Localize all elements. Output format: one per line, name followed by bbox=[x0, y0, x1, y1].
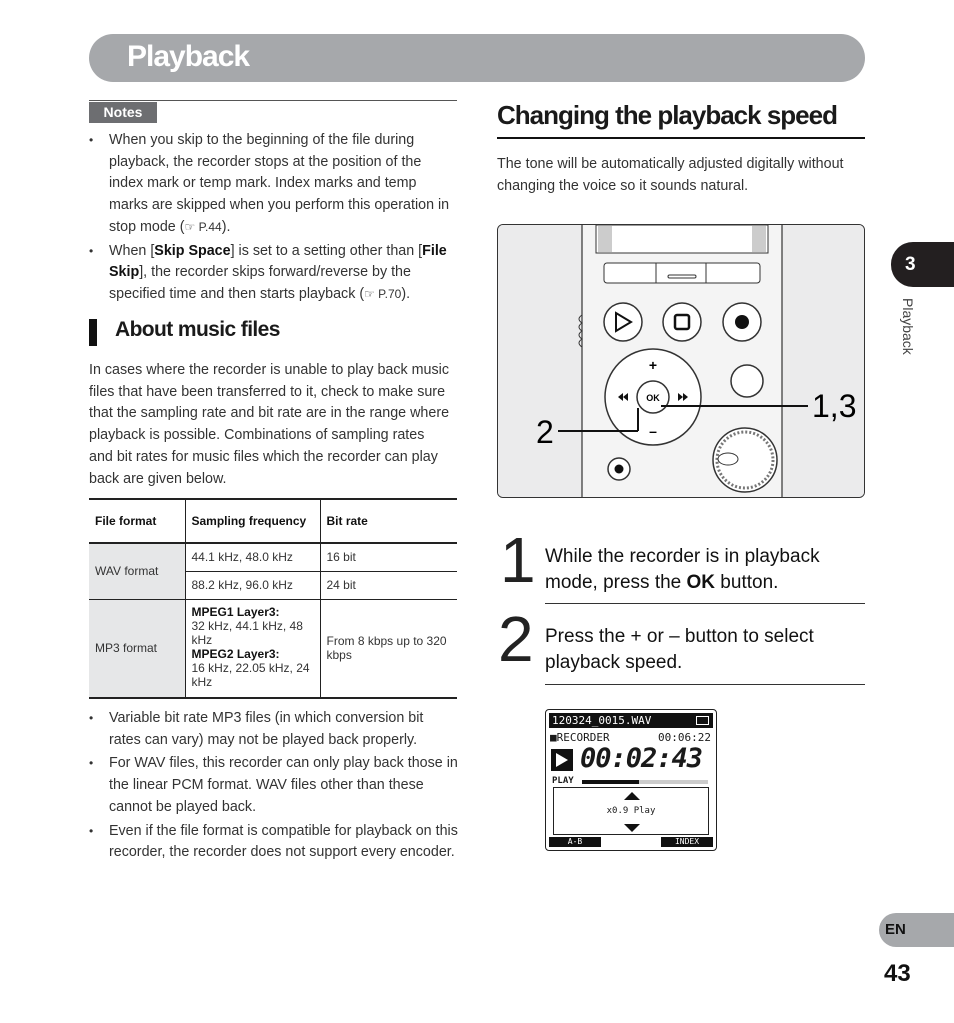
reference-link[interactable]: ☞ P.70 bbox=[364, 286, 402, 301]
table-row bbox=[89, 543, 457, 571]
lcd-folder: ■RECORDER bbox=[550, 731, 610, 744]
note-item: • Variable bit rate MP3 files (in which conversion bit rates can vary) may not be played back properly. bbox=[89, 708, 459, 751]
lcd-play-label: PLAY bbox=[552, 776, 574, 786]
table-cell: WAV format bbox=[89, 543, 185, 599]
table-cell: MP3 format bbox=[89, 599, 185, 698]
music-notes-list bbox=[89, 708, 459, 866]
note-item: • When you skip to the beginning of the file during playback, the recorder stops at the position of the index mark or temp mark. Index marks and temp marks are skipped when you perform this operation in stop mode (☞ P.44). bbox=[89, 130, 459, 239]
reference-link[interactable]: ☞ P.44 bbox=[184, 219, 222, 234]
progress-track bbox=[582, 780, 708, 784]
table-row bbox=[89, 599, 457, 698]
step-rule bbox=[545, 603, 865, 604]
folder-icon: ■ bbox=[550, 731, 557, 744]
lcd-filename-bar bbox=[549, 713, 713, 728]
lcd-elapsed-time: 00:02:43 bbox=[580, 743, 703, 774]
speed-intro: The tone will be automatically adjusted digitally without changing the voice so it sounds natural. bbox=[497, 156, 844, 194]
notes-rule bbox=[89, 100, 457, 101]
note-item: • When [Skip Space] is set to a setting other than [File Skip], the recorder skips forward/reverse by the specified time and then starts playback (☞ P.70). bbox=[89, 241, 459, 306]
ok-key-label: OK bbox=[646, 393, 660, 403]
step-text: Press the + or – button to select playback speed. bbox=[545, 626, 814, 673]
chapter-header bbox=[89, 34, 865, 82]
notes-tag: Notes bbox=[89, 102, 157, 123]
table-header: Sampling frequency bbox=[185, 499, 320, 543]
speed-value: x0.9 Play bbox=[606, 806, 656, 816]
speed-section-title: Changing the playback speed bbox=[497, 100, 837, 130]
music-section-title: About music files bbox=[115, 318, 280, 341]
chapter-tab: 3 bbox=[891, 242, 954, 287]
language-tab: EN bbox=[879, 913, 954, 947]
notes-list bbox=[89, 130, 459, 308]
note-item: • For WAV files, this recorder can only play back those in the linear PCM format. WAV files other than these cannot be played back. bbox=[89, 753, 459, 818]
table-cell: From 8 kbps up to 320 kbps bbox=[320, 599, 457, 698]
lcd-screen bbox=[545, 709, 717, 851]
format-table bbox=[89, 498, 457, 699]
page-number: 43 bbox=[884, 960, 911, 987]
play-mode-icon bbox=[551, 749, 573, 771]
table-cell: 24 bit bbox=[320, 571, 457, 599]
progress-fill bbox=[582, 780, 639, 784]
table-cell: MPEG1 Layer3: 32 kHz, 44.1 kHz, 48 kHz MPEG2 Layer3: 16 kHz, 22.05 kHz, 24 kHz bbox=[185, 599, 320, 698]
speed-selector bbox=[553, 787, 709, 835]
callout-step-1-3: 1,3 bbox=[812, 388, 857, 424]
note-item: • Even if the file format is compatible for playback on this recorder, the recorder does not support every encoder. bbox=[89, 821, 459, 864]
recorder-drawing bbox=[498, 225, 865, 498]
lcd-file-length: 00:06:22 bbox=[658, 731, 711, 744]
recorder-illustration bbox=[497, 224, 865, 498]
table-cell: 16 bit bbox=[320, 543, 457, 571]
section-marker bbox=[89, 319, 97, 346]
step-number: 2 bbox=[498, 603, 534, 675]
plus-key-label: + bbox=[648, 357, 658, 373]
callout-step-2: 2 bbox=[536, 414, 554, 450]
music-intro: In cases where the recorder is unable to play back music files that have been transferred to it, check to make sure that the sampling rate and bit rate are in the range where playback is possible. Combinations of sampling rates and bit rates for music files which the recorder can play back are given below. bbox=[89, 362, 450, 487]
minus-key-label: – bbox=[649, 423, 657, 439]
table-cell: 88.2 kHz, 96.0 kHz bbox=[185, 571, 320, 599]
step-rule bbox=[545, 684, 865, 685]
table-header: File format bbox=[89, 499, 185, 543]
battery-icon bbox=[696, 716, 709, 725]
soft-key-index: INDEX bbox=[661, 837, 713, 847]
table-cell: 44.1 kHz, 48.0 kHz bbox=[185, 543, 320, 571]
step-number: 1 bbox=[500, 524, 536, 596]
step-text: While the recorder is in playback mode, press the OK button. bbox=[545, 546, 820, 593]
chapter-tab-label: Playback bbox=[900, 298, 916, 355]
lcd-filename: 120324_0015.WAV bbox=[552, 714, 652, 727]
page-title: Playback bbox=[127, 40, 250, 73]
soft-key-ab: A-B bbox=[549, 837, 601, 847]
table-header: Bit rate bbox=[320, 499, 457, 543]
section-rule bbox=[497, 137, 865, 139]
